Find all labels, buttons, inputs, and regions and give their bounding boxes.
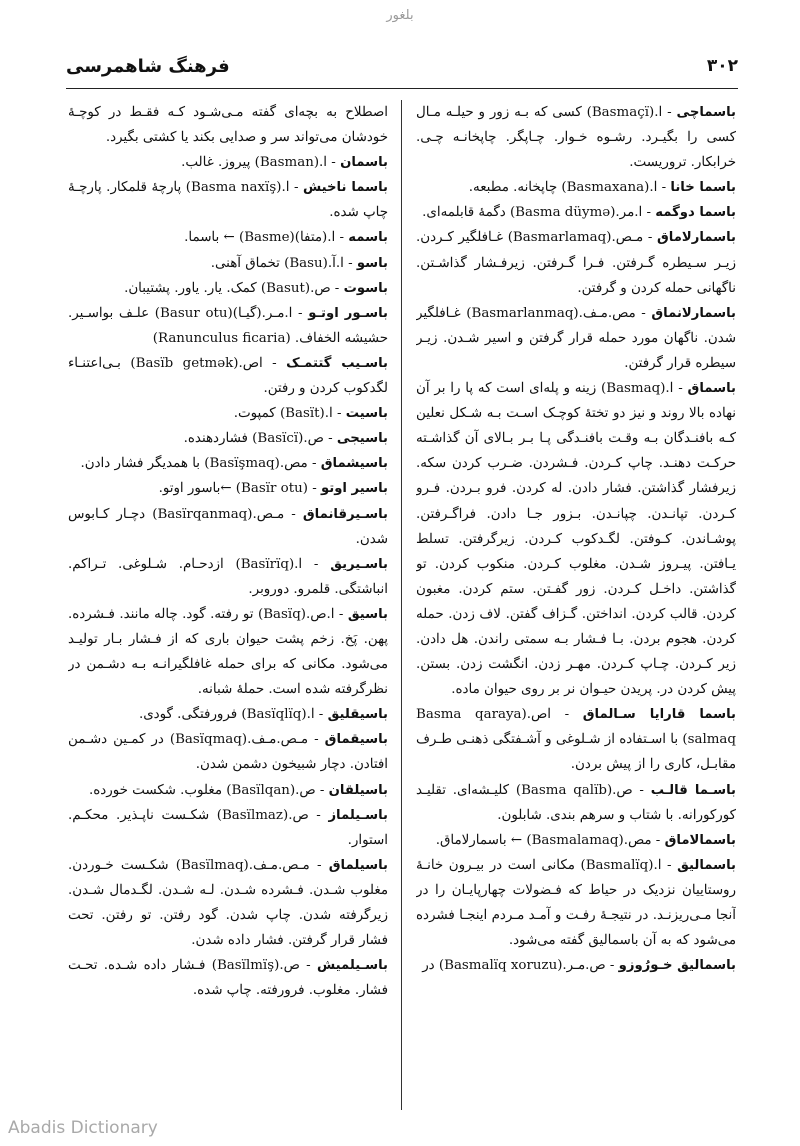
entry-definition: - مص.مـف.(Basmarlanmaq) غـافلگیر شدن. ناگهان مورد حمله قرار گرفتن و اسیر شـدن. زیـر سیطره قرار گرفتن. xyxy=(416,305,736,371)
entry-definition: - ا.(Basmalïq) مکانی است در بیـرون خانـهٔ روستاییان نزدیک در حیاط که فـضولات چهارپایـان را در آنجا مـی‌ریزنـد. در نتیجـهٔ رفـت و آمـد مـردم اینجـا فشرده می‌شود که به آن باسمالیق گفته می‌شود. xyxy=(416,857,736,949)
entry-definition: - ا.(متفا)(Basme) ← باسما. xyxy=(184,230,349,246)
entry-headword: باسمارلانماق xyxy=(651,305,736,321)
dictionary-entry xyxy=(68,351,388,401)
dictionary-entry xyxy=(68,602,388,702)
entry-headword: باسیلقان xyxy=(328,782,388,798)
dictionary-entry xyxy=(68,150,388,175)
dictionary-entry xyxy=(68,702,388,727)
entry-definition: - اص.(Basïb getmək) بـی‌اعتنـاء لگدکوب کردن و رفتن. xyxy=(68,355,388,397)
dictionary-entry xyxy=(68,451,388,476)
dictionary-entry xyxy=(416,225,736,300)
dictionary-entry xyxy=(68,778,388,803)
entry-headword: باسماق xyxy=(687,381,736,397)
entry-definition: - مـص.مـف.(Basïqmaq) در کمـین دشـمن افتادن. دچار شبیخون دشمن شدن. xyxy=(68,732,388,773)
entry-headword: باسـیلمیش xyxy=(316,958,388,974)
entry-definition: - ا.(Basmaxana) چاپخانه. مطبعه. xyxy=(468,180,671,196)
dictionary-entry xyxy=(68,502,388,552)
entry-definition: - ا.آ.(Basu) تخماق آهنی. xyxy=(210,255,357,271)
entry-definition: - ا.ص.(Basïq) تو رفته. گود. چاله مانند. فـشرده. پهن. پَخ. زخم پشت حیوان باری که از فـشار بـار تولیـد می‌شود. مکانی که برای حمله غافلگیرانـه بـه دشـمن در نظرگرفته شده است. حملهٔ شبانه. xyxy=(68,606,388,698)
dictionary-entry xyxy=(68,251,388,276)
dictionary-entry xyxy=(416,301,736,376)
entry-headword: باسما ناخیش xyxy=(303,180,388,196)
dictionary-entry xyxy=(68,727,388,777)
right-column xyxy=(416,100,736,1115)
entry-headword: باسما قارایا سـالماق xyxy=(582,707,736,723)
entry-definition: - (Basïr otu) ←باسور اوتو. xyxy=(158,481,321,497)
column-divider xyxy=(401,100,402,1110)
entry-definition: اصطلاح به بچه‌ای گفته مـی‌شـود کـه فقـط در کوچـهٔ خودشان می‌تواند سر و صدایی بکند یا کشتی بگیرد. xyxy=(68,105,388,146)
entry-definition: - مـص.مـف.(Basïlmaq) شکـست خـوردن. مغلوب شـدن. فـشرده شـدن. لـه شـدن. لگـدمال شـدن. زیرگرفته شدن. چاپ شدن. گود رفتن. تو رفتن. تحت فشار قرار گرفتن. فشار داده شدن. xyxy=(68,857,388,949)
dictionary-entry xyxy=(68,426,388,451)
entry-definition: - ا.(Basma naxïş) پارچهٔ قلمکار. پارچـهٔ چاپ شده. xyxy=(68,180,388,221)
entry-headword: باسمالیق خـورُوزو xyxy=(618,958,736,974)
dictionary-entry xyxy=(416,778,736,828)
entry-definition: - ا.(Basït) کمپوت. xyxy=(233,406,346,422)
entry-headword: باسیجی xyxy=(336,431,388,447)
entry-headword: باسما خانا xyxy=(670,180,736,196)
dictionary-entry xyxy=(416,828,736,853)
entry-definition: - مـص.(Basmarlamaq) غـافلگیر کـردن. زیـر سـیطره گـرفتن. فـرا گـرفتن. زیرفـشار گذاشـتن. ناگهانی حمله کردن و گرفتن. xyxy=(416,230,736,296)
dictionary-entry xyxy=(68,401,388,426)
entry-headword: باسمارلاماق xyxy=(657,230,736,246)
dictionary-entry xyxy=(68,301,388,351)
entry-definition: - مص.(Basmalamaq) ← باسمارلاماق. xyxy=(435,832,665,848)
entry-definition: - ص.(Basïlqan) مغلوب. شکست خورده. xyxy=(89,782,329,798)
entry-definition: - ا.(Basmaq) زینه و پله‌ای است که پا را بر آن نهاده بالا روند و نیز دو تختهٔ کوچـک اسـت بـه شـکل نعلین کـه بافنـدگان بـه وقـت بافنـدگی پـا بـر بـالای آن گذاشـته حرکـت دهنـد. چاپ کـردن. فـشردن. ضـرب کردن سکه. زیرفشار گذاشتن. فشار دادن. له کردن. فرو بـردن. فـرو کـردن. تپانـدن. چپانـدن. بـزور جـا دادن. فراگـرفتن. پوشـاندن. کـوفتن. لگـدکوب کـردن. زیرگرفتن. تسلط یـافتن. پیـروز شـدن. مغلوب کـردن. منکوب کردن. تو گذاشتن. داخـل کـردن. زور گفـتن. ستم کردن. مغبون کردن. قالب کردن. انداختن. گـزاف گفتن. لاف زدن. حمله کردن. هجوم بردن. بـا فـشار بـه سمتی راندن. هل دادن. زیر کـردن. چـاپ کـردن. مهـر زدن. انگشت زدن. بستن. پیش کردن در. پریدن حیـوان نر بر روی حیوان ماده. xyxy=(416,381,736,698)
dictionary-entry xyxy=(416,702,736,777)
left-column xyxy=(68,100,388,1115)
dictionary-entry xyxy=(68,175,388,225)
dictionary-entry xyxy=(68,100,388,150)
dictionary-entry xyxy=(416,376,736,702)
watermark-text: بلغور xyxy=(386,8,414,23)
dictionary-entry xyxy=(68,476,388,501)
entry-headword: باسمان xyxy=(340,155,388,171)
dictionary-entry xyxy=(68,953,388,1003)
entry-headword: باسـیرقانماق xyxy=(302,506,388,522)
entry-headword: باسیقلیق xyxy=(327,707,388,723)
entry-headword: باسمه xyxy=(348,230,388,246)
entry-definition: - ا.مـر.(گیـا)(Basur otu) علـف بواسـیر. حشیشه الخفاف. (Ranunculus ficaria) xyxy=(68,305,388,346)
entry-headword: باسـور اوتـو xyxy=(308,305,388,321)
entry-headword: باسـیریق xyxy=(330,556,388,572)
page-header xyxy=(66,56,738,89)
entry-definition: - مص.(Basïşmaq) با همدیگر فشار دادن. xyxy=(80,456,321,472)
dictionary-entry xyxy=(416,953,736,978)
entry-headword: باسوت xyxy=(343,280,388,296)
entry-definition: - ا.(Basïrïq) ازدحـام. شـلوغی. تـراکم. انباشتگی. قلمرو. دوروبر. xyxy=(68,556,388,597)
entry-headword: باسـما قالـب xyxy=(650,782,736,798)
entry-headword: باسیشماق xyxy=(320,456,388,472)
entry-headword: باسـیب گتتمـک xyxy=(286,355,388,371)
entry-definition: - ا.(Basmaçï) کسی که بـه زور و حیلـه مـال کسی را بگیـرد. رشـوه خـوار. چـاپگر. چاپخانـه چـی. خرابکار. تروریست. xyxy=(416,105,736,171)
entry-definition: - ص.(Basma qalïb) کلیـشه‌ای. تقلیـد کورکورانه. با شتاب و سرهم بندی. شابلون. xyxy=(416,782,736,823)
entry-headword: باسما دوگمه xyxy=(655,205,736,221)
dictionary-entry xyxy=(416,853,736,953)
entry-definition: - ص.(Basïcï) فشاردهنده. xyxy=(183,431,337,447)
dictionary-entry xyxy=(416,175,736,200)
entry-definition: - مـص.(Basïrqanmaq) دچـار کـابوس شدن. xyxy=(68,506,388,547)
entry-headword: باسیلماق xyxy=(328,857,388,873)
entry-headword: باسیت xyxy=(345,406,388,422)
entry-headword: باسیقماق xyxy=(324,732,388,748)
dictionary-entry xyxy=(68,803,388,853)
entry-headword: باسمالاماق xyxy=(664,832,736,848)
dictionary-entry xyxy=(416,200,736,225)
entry-headword: باسماچی xyxy=(676,105,736,120)
entry-headword: باسمالیق xyxy=(677,857,736,873)
dictionary-entry xyxy=(68,276,388,301)
entry-definition: - ا.مر.(Basma düymə) دگمهٔ قابلمه‌ای. xyxy=(422,205,656,221)
page-number: ۳۰۲ xyxy=(706,56,738,76)
dictionary-entry xyxy=(68,225,388,250)
dictionary-columns xyxy=(68,100,736,1115)
entry-definition: - اص.(Basma qaraya salmaq) با اسـتفاده از شـلوغی و آشـفتگی ذهنـی طـرف مقابـل، کاری را از پیش بردن. xyxy=(416,707,736,773)
entry-headword: باسو xyxy=(356,255,388,271)
entry-definition: - ص.(Basïlmaz) شکـست ناپـذیر. محکـم. استوار. xyxy=(68,807,388,848)
entry-headword: باسیر اوتو xyxy=(321,481,388,497)
entry-headword: باسـیلماز xyxy=(328,807,388,823)
footer-site-name: Abadis Dictionary xyxy=(8,1118,158,1138)
dictionary-entry xyxy=(416,100,736,175)
book-title: فرهنگ شاهمرسی xyxy=(66,56,230,77)
entry-definition: - ا.(Basïqlïq) فرورفتگی. گودی. xyxy=(138,707,328,723)
entry-headword: باسیق xyxy=(347,606,388,622)
entry-definition: - ص.مـر.(Basmalïq xoruzu) در xyxy=(422,958,619,974)
dictionary-entry xyxy=(68,853,388,953)
entry-definition: - ا.(Basman) پیروز. غالب. xyxy=(181,155,341,171)
entry-definition: - ص.(Basïlmïş) فـشار داده شـده. تحـت فشار. مغلوب. فرورفته. چاپ شده. xyxy=(68,958,388,999)
entry-definition: - ص.(Basut) کمک. یار. یاور. پشتیبان. xyxy=(124,280,344,296)
dictionary-entry xyxy=(68,552,388,602)
